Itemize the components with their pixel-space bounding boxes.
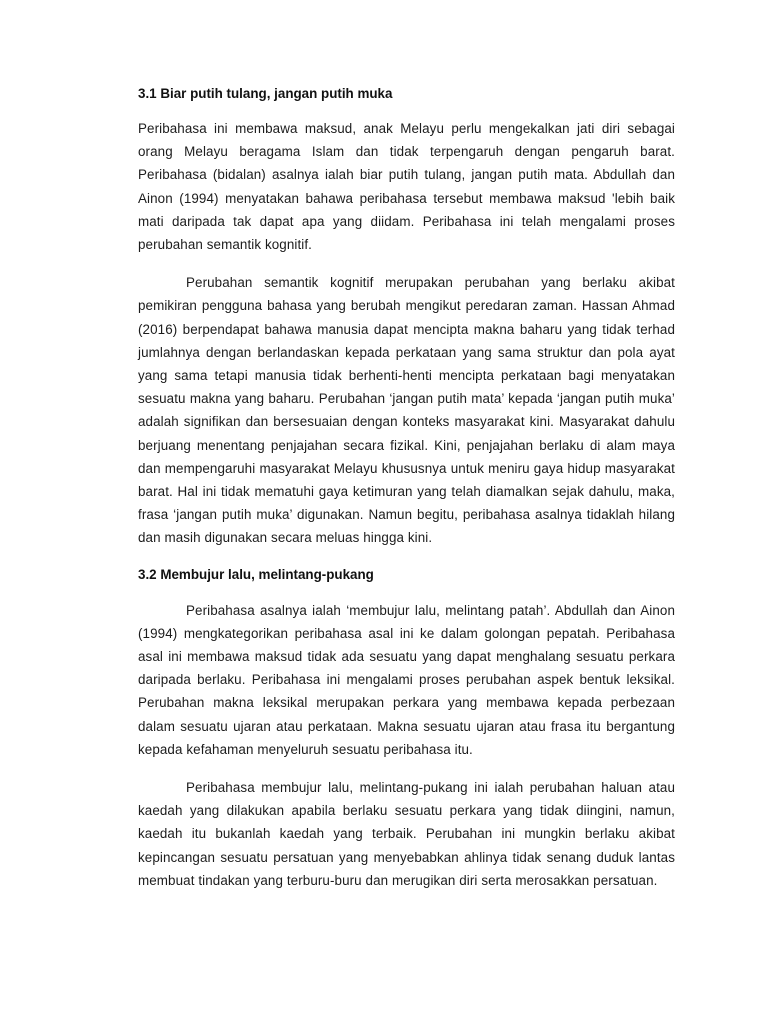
document-page [138,84,675,907]
section-3-2-paragraph-1: Peribahasa asalnya ialah ‘membujur lalu, melintang patah’. Abdullah dan Ainon (1994) mengkategorikan peribahasa asal ini ke dalam golongan pepatah. Peribahasa asal ini membawa maksud tidak ada sesuatu yang dapat menghalang sesuatu perkara daripada berlaku. Peribahasa ini mengalami proses perubahan aspek bentuk leksikal. Perubahan makna leksikal merupakan perkara yang membawa kepada perbezaan dalam sesuatu ujaran atau perkataan. Makna sesuatu ujaran atau frasa itu bergantung kepada kefahaman menyeluruh sesuatu peribahasa itu. [138,602,675,757]
section-heading-3-1: 3.1 Biar putih tulang, jangan putih muka [138,86,393,101]
section-3-2-paragraph-2: Peribahasa membujur lalu, melintang-pukang ini ialah perubahan haluan atau kaedah yang dilakukan apabila berlaku sesuatu perkara yang tidak diingini, namun, kaedah itu bukanlah kaedah yang terbaik. Perubahan ini mungkin berlaku akibat kepincangan sesuatu persatuan yang menyebabkan ahlinya tidak senang duduk lantas membuat tindakan yang terburu-buru dan merugikan diri serta merosakkan persatuan. [138,780,675,888]
section-3-1-paragraph-1: Peribahasa ini membawa maksud, anak Melayu perlu mengekalkan jati diri sebagai orang Melayu beragama Islam dan tidak terpengaruh dengan pengaruh barat. Peribahasa (bidalan) asalnya ialah biar putih tulang, jangan putih mata. Abdullah dan Ainon (1994) menyatakan bahawa peribahasa tersebut membawa maksud 'lebih baik mati daripada tak dapat apa yang diidam. Peribahasa ini telah mengalami proses perubahan semantik kognitif. [138,121,675,253]
section-3-1-paragraph-2: Perubahan semantik kognitif merupakan perubahan yang berlaku akibat pemikiran pengguna bahasa yang berubah mengikut peredaran zaman. Hassan Ahmad (2016) berpendapat bahawa manusia dapat mencipta makna baharu yang tidak terhad jumlahnya dengan berlandaskan kepada perkataan yang sama struktur dan pola ayat yang sama tetapi manusia tidak berhenti-henti mencipta perkataan bagi menyatakan sesuatu makna yang baharu. Perubahan ‘jangan putih mata’ kepada ‘jangan putih muka’ adalah signifikan dan bersesuaian dengan konteks masyarakat kini. Masyarakat dahulu berjuang menentang penjajahan secara fizikal. Kini, penjajahan berlaku di alam maya dan mempengaruhi masyarakat Melayu khususnya untuk meniru gaya hidup masyarakat barat. Hal ini tidak mematuhi gaya ketimuran yang telah diamalkan sejak dahulu, maka, frasa ‘jangan putih muka’ digunakan. Namun begitu, peribahasa asalnya tidaklah hilang dan masih digunakan secara meluas hingga kini. [138,275,675,546]
section-heading-3-2: 3.2 Membujur lalu, melintang-pukang [138,566,374,582]
